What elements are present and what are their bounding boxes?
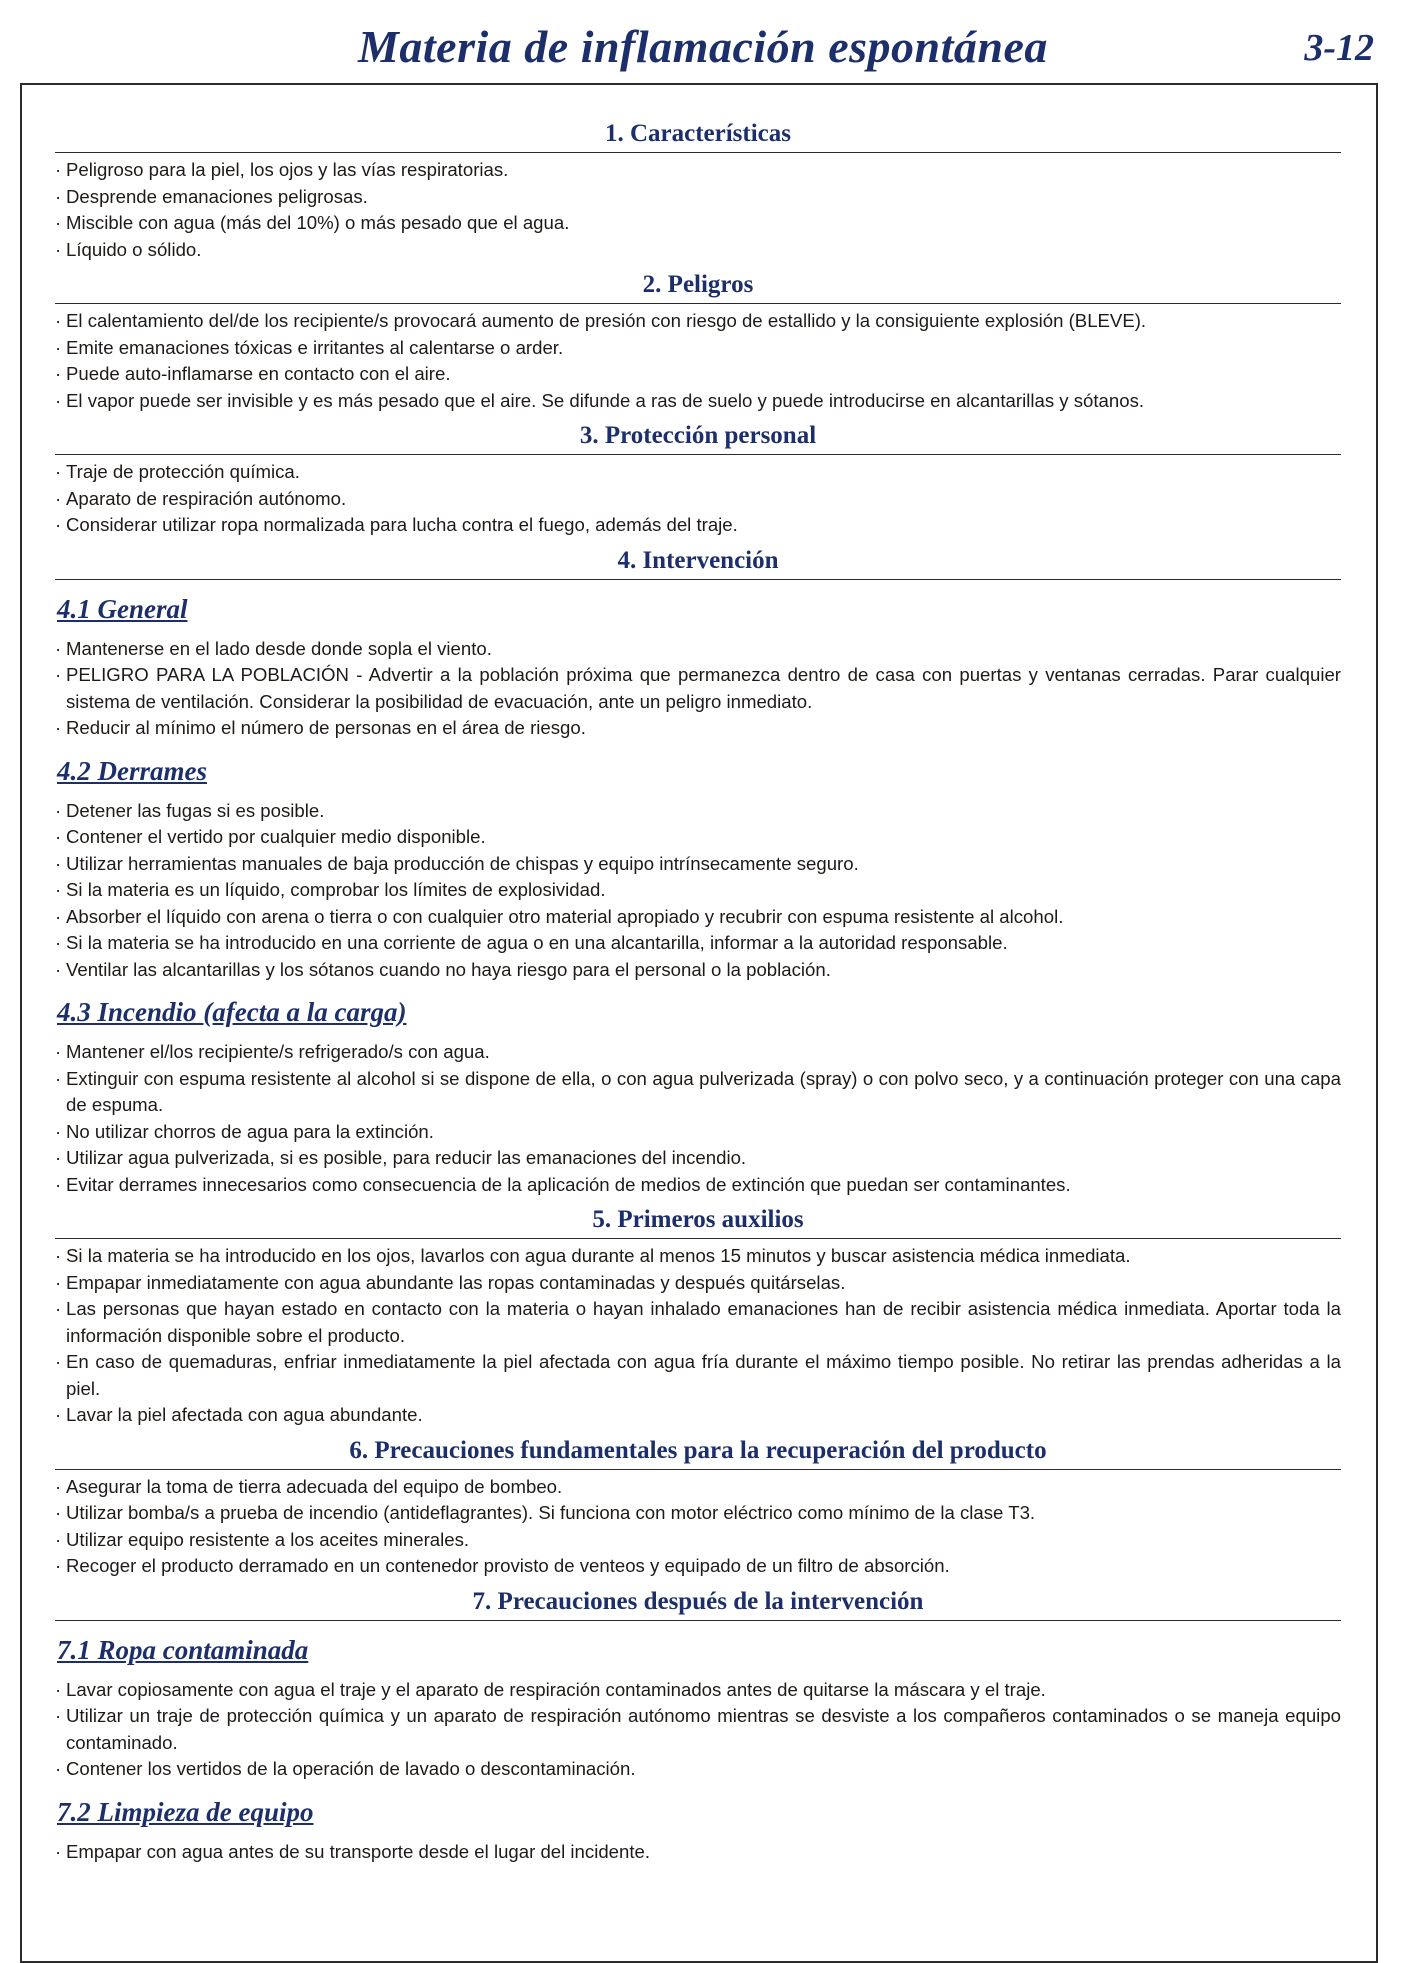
bullet-list — [55, 798, 1341, 984]
list-item: · Si la materia se ha introducido en los ojos, lavarlos con agua durante al menos 15 minutos y buscar asistencia médica inmediata. — [55, 1243, 1341, 1270]
list-item: · Líquido o sólido. — [55, 237, 1341, 264]
bullet-list — [55, 308, 1341, 414]
section-heading: 2. Peligros — [55, 269, 1341, 304]
list-item: · Si la materia se ha introducido en una corriente de agua o en una alcantarilla, informar a la autoridad responsable. — [55, 930, 1341, 957]
section-caracteristicas — [55, 118, 1341, 263]
list-item: · Peligroso para la piel, los ojos y las vías respiratorias. — [55, 157, 1341, 184]
list-item: · Utilizar bomba/s a prueba de incendio (antideflagrantes). Si funciona con motor eléctrico como mínimo de la clase T3. — [55, 1500, 1341, 1527]
list-item: · Puede auto-inflamarse en contacto con el aire. — [55, 361, 1341, 388]
section-primeros-auxilios — [55, 1204, 1341, 1429]
list-item: · Utilizar un traje de protección química y un aparato de respiración autónomo mientras se desviste a los compañeros contaminados o se maneja equipo contaminado. — [55, 1703, 1341, 1756]
list-item: · Traje de protección química. — [55, 459, 1341, 486]
list-item: · Mantenerse en el lado desde donde sopla el viento. — [55, 636, 1341, 663]
list-item: · Utilizar equipo resistente a los aceites minerales. — [55, 1527, 1341, 1554]
section-heading: 7. Precauciones después de la intervención — [55, 1586, 1341, 1621]
page-header — [0, 0, 1408, 80]
list-item: · Empapar con agua antes de su transporte desde el lugar del incidente. — [55, 1839, 1341, 1866]
bullet-list — [55, 1839, 1341, 1866]
bullet-list — [55, 1474, 1341, 1580]
list-item: · Extinguir con espuma resistente al alcohol si se dispone de ella, o con agua pulverizada (spray) o con polvo seco, y a continuación proteger con una capa de espuma. — [55, 1066, 1341, 1119]
list-item: · PELIGRO PARA LA POBLACIÓN - Advertir a la población próxima que permanezca dentro de casa con puertas y ventanas cerradas. Parar cualquier sistema de ventilación. Considerar la posibilidad de evacuación, ante un peligro inmediato. — [55, 662, 1341, 715]
section-intervencion — [55, 545, 1341, 1199]
page-title: Materia de inflamación espontánea — [358, 21, 1048, 72]
list-item: · Evitar derrames innecesarios como consecuencia de la aplicación de medios de extinción que puedan ser contaminantes. — [55, 1172, 1341, 1199]
bullet-list — [55, 157, 1341, 263]
list-item: · Desprende emanaciones peligrosas. — [55, 184, 1341, 211]
section-heading: 5. Primeros auxilios — [55, 1204, 1341, 1239]
page-number: 3-12 — [1304, 27, 1374, 69]
section-proteccion-personal — [55, 420, 1341, 539]
list-item: · Si la materia es un líquido, comprobar los límites de explosividad. — [55, 877, 1341, 904]
document-body — [55, 118, 1341, 1871]
list-item: · No utilizar chorros de agua para la extinción. — [55, 1119, 1341, 1146]
subsection-heading: 7.1 Ropa contaminada — [57, 1634, 309, 1665]
subsection-heading: 7.2 Limpieza de equipo — [57, 1796, 314, 1827]
bullet-list — [55, 1039, 1341, 1198]
list-item: · Miscible con agua (más del 10%) o más pesado que el agua. — [55, 210, 1341, 237]
list-item: · El vapor puede ser invisible y es más pesado que el aire. Se difunde a ras de suelo y puede introducirse en alcantarillas y sótanos. — [55, 388, 1341, 415]
list-item: · Considerar utilizar ropa normalizada para lucha contra el fuego, además del traje. — [55, 512, 1341, 539]
bullet-list — [55, 1243, 1341, 1429]
list-item: · Empapar inmediatamente con agua abundante las ropas contaminadas y después quitárselas. — [55, 1270, 1341, 1297]
section-heading: 4. Intervención — [55, 545, 1341, 580]
bullet-list — [55, 636, 1341, 742]
section-heading: 3. Protección personal — [55, 420, 1341, 455]
list-item: · En caso de quemaduras, enfriar inmediatamente la piel afectada con agua fría durante el máximo tiempo posible. No retirar las prendas adheridas a la piel. — [55, 1349, 1341, 1402]
section-precauciones-recuperacion — [55, 1435, 1341, 1580]
list-item: · Lavar copiosamente con agua el traje y el aparato de respiración contaminados antes de quitarse la máscara y el traje. — [55, 1677, 1341, 1704]
list-item: · Ventilar las alcantarillas y los sótanos cuando no haya riesgo para el personal o la población. — [55, 957, 1341, 984]
list-item: · Aparato de respiración autónomo. — [55, 486, 1341, 513]
section-peligros — [55, 269, 1341, 414]
list-item: · Contener los vertidos de la operación de lavado o descontaminación. — [55, 1756, 1341, 1783]
list-item: · Absorber el líquido con arena o tierra o con cualquier otro material apropiado y recubrir con espuma resistente al alcohol. — [55, 904, 1341, 931]
list-item: · Recoger el producto derramado en un contenedor provisto de venteos y equipado de un filtro de absorción. — [55, 1553, 1341, 1580]
list-item: · Utilizar agua pulverizada, si es posible, para reducir las emanaciones del incendio. — [55, 1145, 1341, 1172]
list-item: · Reducir al mínimo el número de personas en el área de riesgo. — [55, 715, 1341, 742]
list-item: · Las personas que hayan estado en contacto con la materia o hayan inhalado emanaciones han de recibir asistencia médica inmediata. Aportar toda la información disponible sobre el producto. — [55, 1296, 1341, 1349]
list-item: · Lavar la piel afectada con agua abundante. — [55, 1402, 1341, 1429]
list-item: · El calentamiento del/de los recipiente/s provocará aumento de presión con riesgo de estallido y la consiguiente explosión (BLEVE). — [55, 308, 1341, 335]
bullet-list — [55, 1677, 1341, 1783]
subsection-heading: 4.1 General — [57, 593, 188, 624]
list-item: · Asegurar la toma de tierra adecuada del equipo de bombeo. — [55, 1474, 1341, 1501]
list-item: · Mantener el/los recipiente/s refrigerado/s con agua. — [55, 1039, 1341, 1066]
section-heading: 1. Características — [55, 118, 1341, 153]
list-item: · Emite emanaciones tóxicas e irritantes al calentarse o arder. — [55, 335, 1341, 362]
subsection-heading: 4.3 Incendio (afecta a la carga) — [57, 997, 407, 1027]
section-heading: 6. Precauciones fundamentales para la recuperación del producto — [55, 1435, 1341, 1470]
section-precauciones-despues — [55, 1586, 1341, 1866]
list-item: · Detener las fugas si es posible. — [55, 798, 1341, 825]
subsection-heading: 4.2 Derrames — [57, 755, 207, 786]
bullet-list — [55, 459, 1341, 539]
list-item: · Contener el vertido por cualquier medio disponible. — [55, 824, 1341, 851]
list-item: · Utilizar herramientas manuales de baja producción de chispas y equipo intrínsecamente seguro. — [55, 851, 1341, 878]
